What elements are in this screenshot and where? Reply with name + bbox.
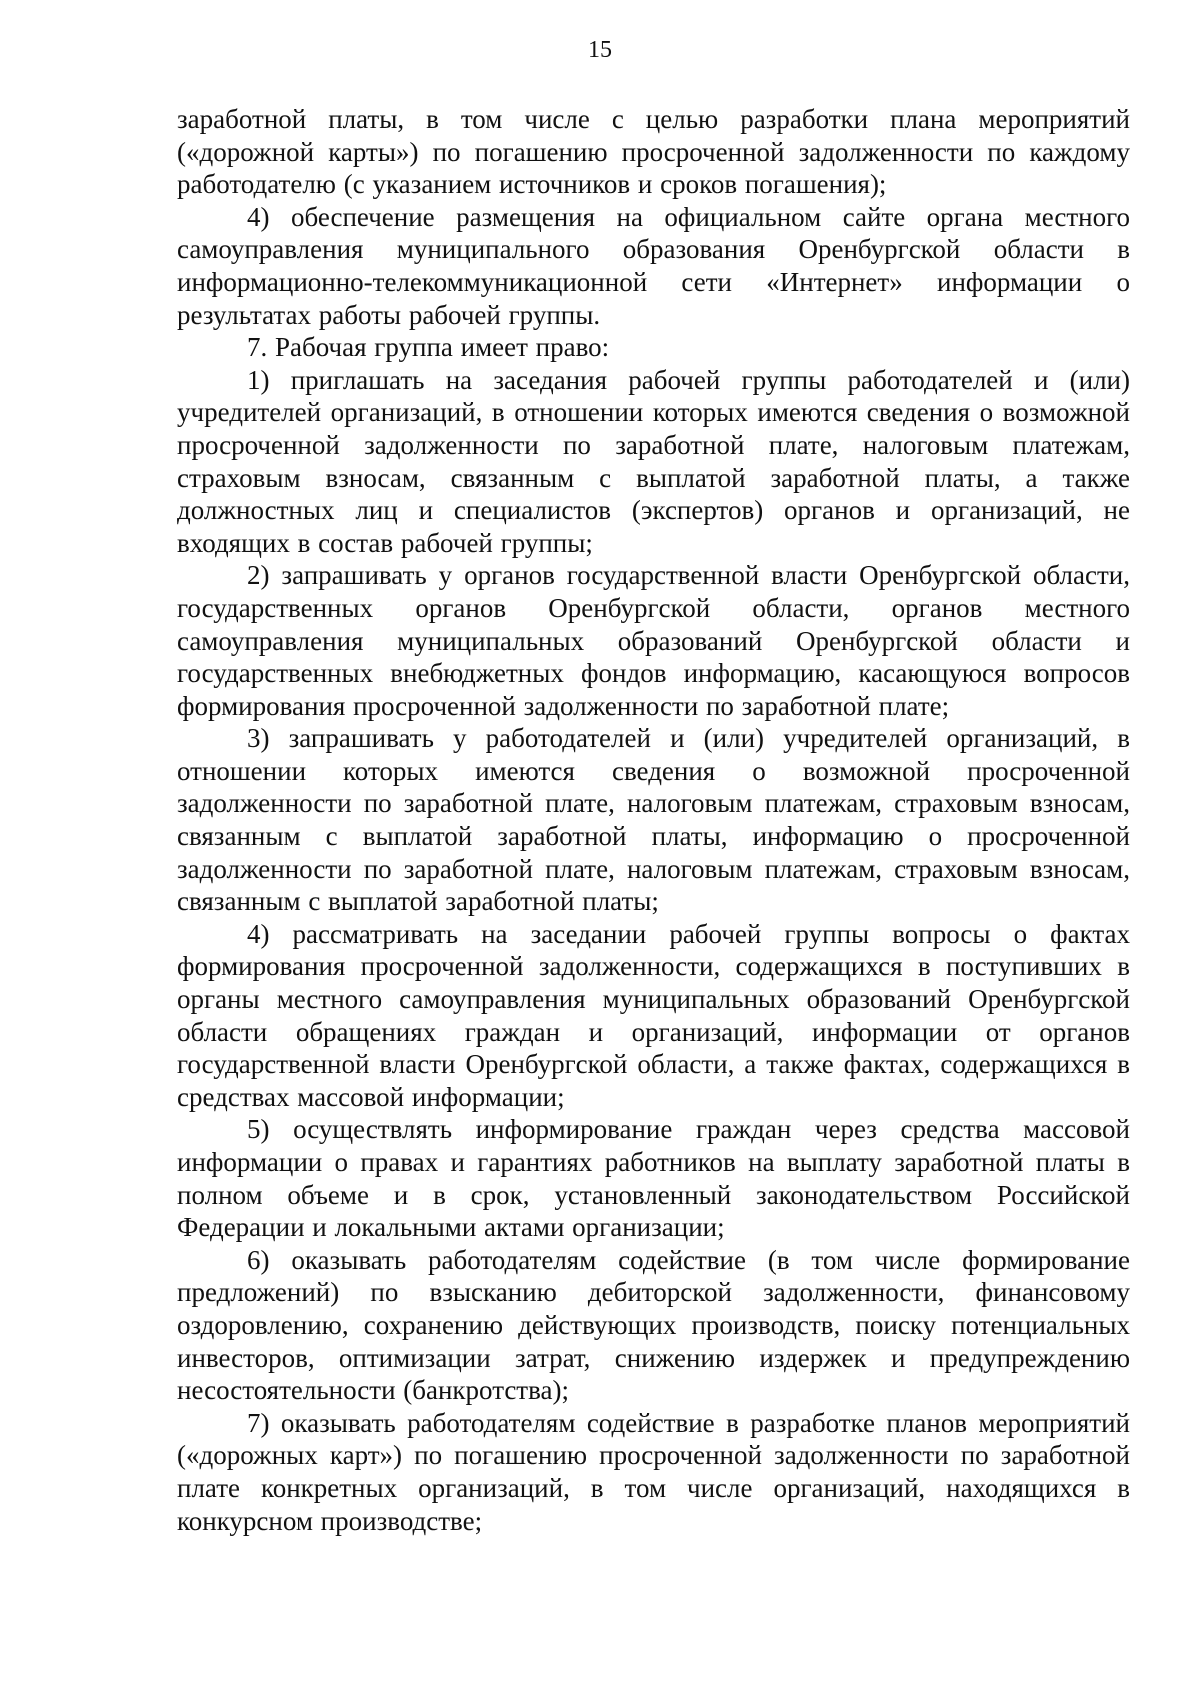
paragraph-continuation: заработной платы, в том числе с целью разработки плана мероприятий («дорожной карты») по погашению просроченной задолженности по каждому работодателю (с указанием источников и сроков погашения); [177,104,1130,200]
paragraph-right-2: 2) запрашивать у органов государственной власти Оренбургской области, государственных органов Оренбургской области, органов местного самоуправления муниципальных образований Оренбургской области и государственных внебюджетных фондов информацию, касающуюся вопросов формирования просроченной задолженности по заработной плате; [177,560,1130,721]
paragraph-section-7-heading: 7. Рабочая группа имеет право: [247,332,610,363]
paragraph-right-3: 3) запрашивать у работодателей и (или) учредителей организаций, в отношении которых имеются сведения о возможной просроченной задолженности по заработной плате, налоговым платежам, страховым взносам, связанным с выплатой заработной платы, информацию о просроченной задолженности по заработной плате, налоговым платежам, страховым взносам, связанным с выплатой заработной платы; [177,723,1130,917]
document-body [177,103,1130,1537]
paragraph-item-4-website: 4) обеспечение размещения на официальном сайте органа местного самоуправления муниципального образования Оренбургской области в информационно-телекоммуникационной сети «Интернет» информации о результатах работы рабочей группы. [177,201,1130,330]
paragraph-right-7: 7) оказывать работодателям содействие в разработке планов мероприятий («дорожных карт») по погашению просроченной задолженности по заработной плате конкретных организаций, в том числе организаций, находящихся в конкурсном производстве; [177,1407,1130,1536]
paragraph-right-6: 6) оказывать работодателям содействие (в том числе формирование предложений) по взысканию дебиторской задолженности, финансовому оздоровлению, сохранению действующих производств, поиску потенциальных инвесторов, оптимизации затрат, снижению издержек и предупреждению несостоятельности (банкротства); [177,1244,1130,1406]
paragraph-right-4: 4) рассматривать на заседании рабочей группы вопросы о фактах формирования просроченной задолженности, содержащихся в поступивших в органы местного самоуправления муниципальных образований Оренбургской области обращениях граждан и организаций, информации от органов государственной власти Оренбургской области, а также фактах, содержащихся в средствах массовой информации; [177,918,1130,1112]
paragraph-right-1: 1) приглашать на заседания рабочей группы работодателей и (или) учредителей организаций, в отношении которых имеются сведения о возможной просроченной задолженности по заработной плате, налоговым платежам, страховым взносам, связанным с выплатой заработной платы, а также должностных лиц и специалистов (экспертов) органов и организаций, не входящих в состав рабочей группы; [177,364,1130,558]
paragraph-right-5: 5) осуществлять информирование граждан через средства массовой информации о правах и гарантиях работников на выплату заработной платы в полном объеме и в срок, установленный законодательством Российской Федерации и локальными актами организации; [177,1114,1130,1243]
page-number: 15 [588,37,612,63]
